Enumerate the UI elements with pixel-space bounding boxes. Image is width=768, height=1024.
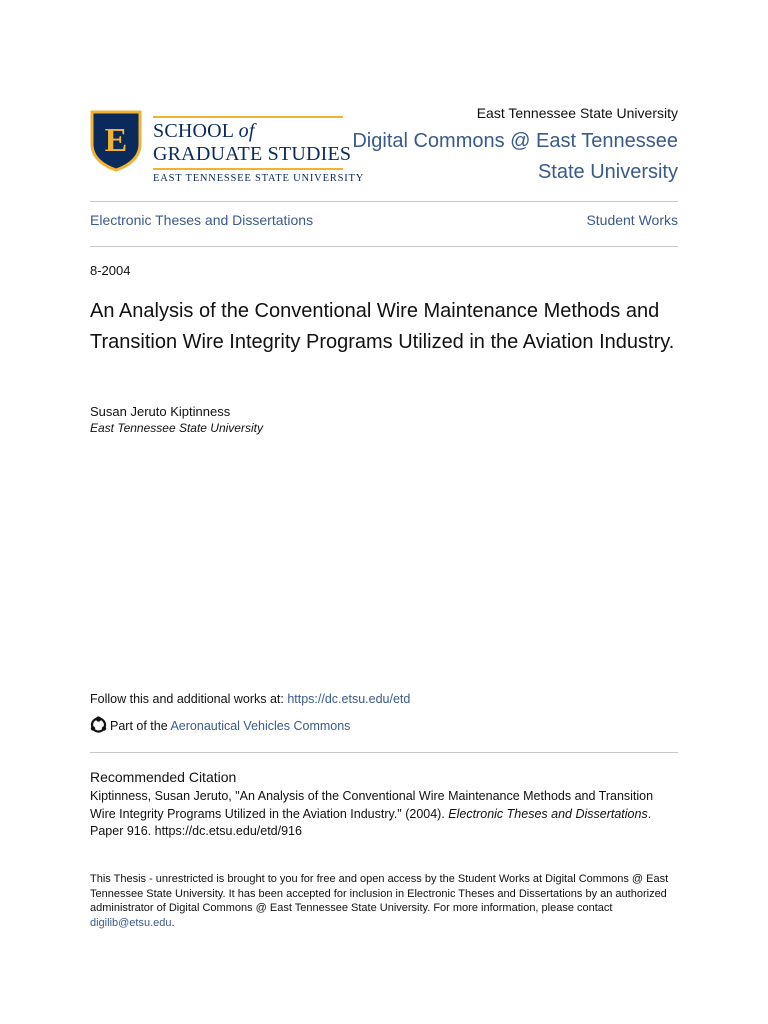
student-works-link[interactable]: Student Works: [586, 212, 678, 228]
breadcrumb: [90, 212, 678, 234]
logo-line-university: EAST TENNESSEE STATE UNIVERSITY: [153, 173, 365, 184]
citation-heading: Recommended Citation: [90, 769, 237, 785]
access-notice: This Thesis - unrestricted is brought to you for free and open access by the Student Works at Digital Commons @ East Tennessee State University. It has been accepted for inclusion in Electronic Theses and Dissertations by an authorized administrator of Digital Commons @ East Tennessee State University. For more information, please contact digilib@etsu.edu.: [90, 873, 669, 930]
citation-text: Kiptinness, Susan Jeruto, "An Analysis of the Conventional Wire Maintenance Methods and Transition Wire Integrity Programs Utilized in the Aviation Industry." (2004). Electronic Theses and Dissertations. Paper 916. https://dc.etsu.edu/etd/916: [90, 789, 654, 838]
logo-top-rule: [153, 116, 343, 118]
author-name: Susan Jeruto Kiptinness: [90, 404, 231, 419]
commons-network-icon: [90, 716, 107, 733]
collection-link[interactable]: Electronic Theses and Dissertations: [90, 212, 314, 228]
repository-link[interactable]: Digital Commons @ East Tennessee State University: [352, 130, 678, 183]
institution-block: [348, 104, 678, 188]
divider: [90, 246, 678, 247]
logo-line-school: SCHOOL of: [153, 120, 255, 142]
follow-url-link[interactable]: https://dc.etsu.edu/etd: [287, 692, 411, 706]
etsu-shield-icon: [90, 110, 142, 172]
logo-line-graduate-studies: GRADUATE STUDIES: [153, 143, 352, 165]
logo-bottom-rule: [153, 168, 343, 170]
publication-date: 8-2004: [90, 263, 131, 278]
divider: [90, 752, 678, 753]
part-of-prefix: Part of the: [110, 719, 171, 733]
cover-header: [90, 104, 678, 188]
svg-text:E: E: [104, 122, 128, 159]
follow-line: [90, 692, 410, 706]
follow-prefix: Follow this and additional works at:: [90, 692, 288, 706]
contact-email-link[interactable]: digilib@etsu.edu: [90, 917, 172, 930]
paper-title: An Analysis of the Conventional Wire Maintenance Methods and Transition Wire Integrity Programs Utilized in the Aviation Industry.: [90, 300, 675, 353]
divider: [90, 201, 678, 202]
discipline-link[interactable]: Aeronautical Vehicles Commons: [170, 719, 351, 733]
author-affiliation: East Tennessee State University: [90, 421, 263, 435]
part-of-line: [90, 716, 350, 733]
graduate-school-logo[interactable]: [90, 108, 365, 188]
institution-name: East Tennessee State University: [476, 105, 678, 121]
